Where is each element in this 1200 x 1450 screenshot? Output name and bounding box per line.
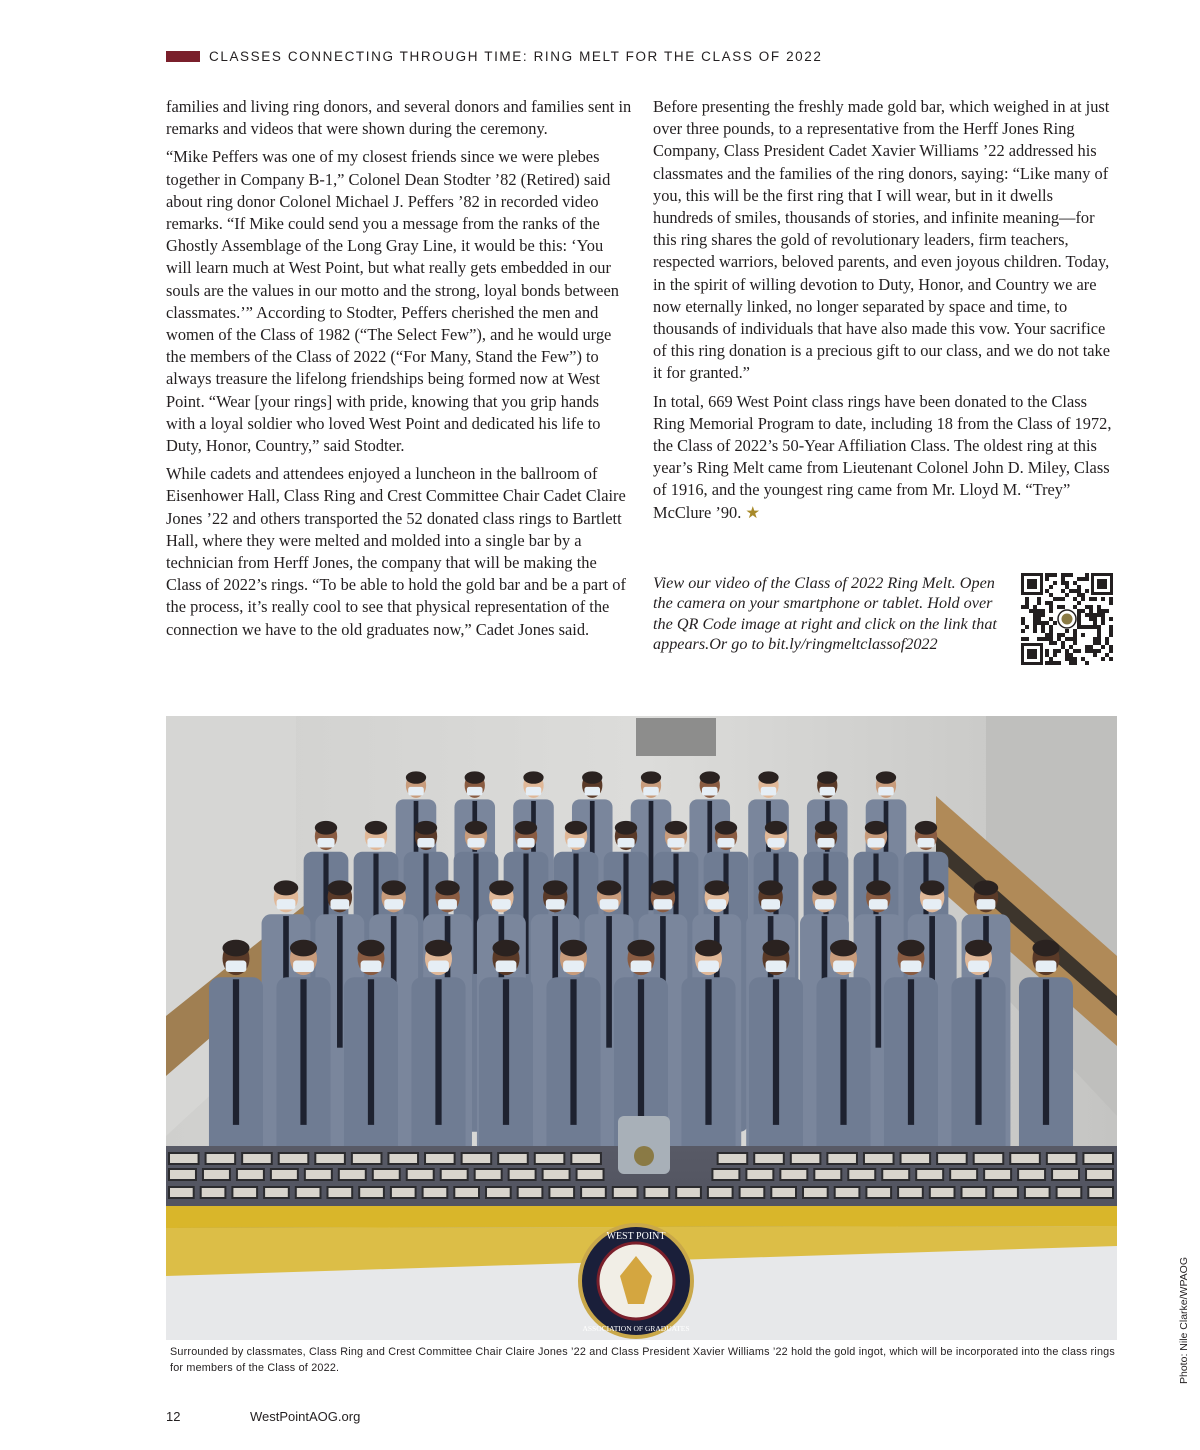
closing-paragraph — [653, 391, 1115, 524]
running-header — [166, 46, 823, 66]
page-number: 12 — [166, 1409, 181, 1424]
body-paragraph: “Mike Peffers was one of my closest friends since we were plebes together in Company B-1,” Colonel Dean Stodter ’82 (Retired) said about ring donor Colonel Michael J. Peffers ’82 in recorded video remarks. “If Mike could send you a message from the ranks of the Ghostly Assemblage of the Long Gray Line, it would be this: ‘You will learn much at West Point, but what really gets embedded in our souls are the values in our motto and the strong, loyal bonds between classmates.’” According to Stodter, Peffers cherished the men and women of the Class of 1982 (“The Select Few”), and he would urge the members of the Class of 2022 (“For Many, Stand the Few”) to always treasure the lifelong friendships being formed now at West Point. “Wear [your rings] with pride, knowing that you grip hands with a loyal soldier who loved West Point and dedicated his life to Duty, Honor, Country,” said Stodter. — [166, 147, 619, 456]
photo-credit-text: Photo: Nile Clarke/WPAOG — [1178, 1256, 1190, 1384]
header-accent-bar — [166, 51, 200, 62]
qr-caption: View our video of the Class of 2022 Ring Melt. Open the camera on your smartphone or tablet. Hold over the QR Code image at right and click on the link that appears.Or go to bit.ly/ringmeltclassof2022 — [653, 574, 997, 653]
qr-callout — [653, 573, 1115, 665]
seal-bottom-text: ASSOCIATION OF GRADUATES — [582, 1324, 690, 1333]
qr-code-icon[interactable] — [1021, 573, 1113, 665]
body-paragraph: While cadets and attendees enjoyed a luncheon in the ballroom of Eisenhower Hall, Class Ring and Crest Committee Chair Cadet Claire Jones ’22 and others transported the 52 donated class rings to Bartlett Hall, where they were melted and molded into a single bar by a technician from Herff Jones, the company that will be making the Class of 2022’s rings. “To be able to hold the gold bar and be a part of the process, it’s really cool to see that physical representation of the connection we have to the old graduates now,” Cadet Jones said. — [166, 464, 626, 639]
footer-site-url[interactable]: WestPointAOG.org — [250, 1409, 361, 1424]
header-title: CLASSES CONNECTING THROUGH TIME: RING MELT FOR THE CLASS OF 2022 — [209, 48, 823, 64]
group-photo — [166, 716, 1117, 1340]
seal-top-text: WEST POINT — [606, 1231, 666, 1242]
photo-credit — [1177, 1250, 1193, 1384]
closing-text: In total, 669 West Point class rings have been donated to the Class Ring Memorial Program to date, including 18 from the Class of 1972, the Class of 2022’s 50-Year Affiliation Class. The oldest ring at this year’s Ring Melt came from Lieutenant Colonel John D. Miley, Class of 1916, and the youngest ring came from Mr. Lloyd M. “Trey” McClure ’90. — [653, 391, 1112, 522]
left-column — [166, 96, 632, 647]
right-column — [653, 96, 1115, 530]
body-paragraph: families and living ring donors, and several donors and families sent in remarks and videos that were shown during the ceremony. — [166, 97, 632, 139]
star-end-mark-icon: ★ — [745, 502, 761, 522]
photo-caption: Surrounded by classmates, Class Ring and Crest Committee Chair Claire Jones ’22 and Class President Xavier Williams ’22 hold the gold ingot, which will be incorporated into the class rings for members of the Class of 2022. — [170, 1346, 1115, 1374]
body-paragraph: Before presenting the freshly made gold bar, which weighed in at just over three pounds, to a representative from the Herff Jones Ring Company, Class President Cadet Xavier Williams ’22 addressed his classmates and the families of the ring donors, saying: “Like many of you, this will be the first ring that I will wear, but in it dwells hundreds of smiles, thousands of stories, and infinite meaning—for this ring shares the gold of revolutionary leaders, firm teachers, respected warriors, beloved parents, and even joyous children. Today, in the spirit of willing devotion to Duty, Honor, and Country we are now eternally linked, no longer separated by space and time, to thousands of individuals that have also made this vow. Your sacrifice of this ring donation is a precious gift to our class, and we do not take it for granted.” — [653, 97, 1111, 383]
